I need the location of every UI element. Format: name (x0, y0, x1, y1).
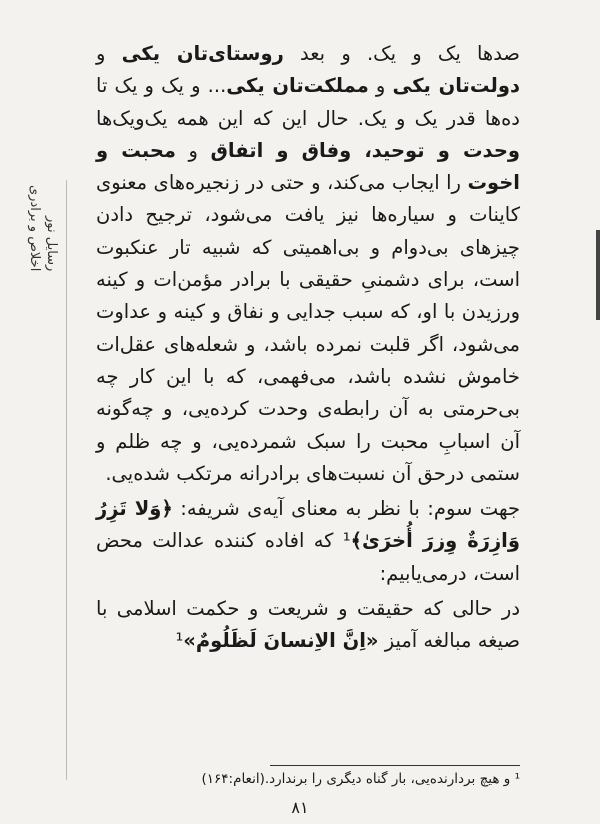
footnote: ¹ و هیچ بردارنده‌یی، بار گناه دیگری را برندارد.(انعام:۱۶۴) (201, 771, 520, 787)
bold-phrase: «اِنَّ الاِنسانَ لَظَلُومٌ» (183, 629, 379, 653)
bold-phrase: دولت‌تان یکی (392, 74, 520, 98)
page-number: ۸۱ (291, 798, 309, 817)
bold-phrase: ﴿وَلا تَزِرُ وَازِرَةٌ وِزرَ أُخرَیٰ﴾ (96, 497, 520, 553)
text-run: را ایجاب می‌کند، و حتی در زنجیره‌های معنوی کاینات و سیاره‌ها نیز یافت می‌شود، ترجیح دادن چیزهای بی‌دوام و بی‌اهمیتی که شبیه تار عنکبوت است، برای دشمنیِ حقیقی با برادر مؤمن‌ات و کینه ورزیدن با او، که سبب جدایی و نفاق و کینه و عداوت می‌شود، اگر قلبت نمرده باشد، و شعله‌های عقل‌ات خاموش نشده باشد، می‌فهمی، که با این کار چه بی‌حرمتی به آن رابطه‌ی وحدت کرده‌یی، و چه‌گونه آن اسبابِ محبت را سبک شمرده‌یی، و چه ظلم و ستمی درحق آن نسبت‌های برادرانه مرتکب شده‌یی. (96, 171, 520, 485)
text-run: ... و یک و یک تا ده‌ها قدر یک و یک. حال این که این همه یک‌ویک‌ها (96, 74, 520, 130)
page-edge-mark (596, 230, 600, 320)
text-run: در حالی که حقیقت و شریعت و حکمت اسلامی با صیغه مبالغه آمیز (96, 597, 520, 653)
running-header (26, 185, 60, 271)
bold-phrase: مملکت‌تان یکی (226, 74, 369, 98)
text-run: ¹ (342, 529, 351, 553)
chapter-title: اخلاص و برادری (27, 185, 42, 272)
bold-phrase: وحدت و توحید، وفاق و اتفاق (210, 138, 520, 162)
margin-rule (66, 180, 67, 780)
bold-phrase: روستای‌تان یکی (121, 42, 284, 65)
paragraph-3 (96, 593, 520, 658)
text-run: و (368, 74, 393, 98)
paragraph-2 (96, 493, 520, 590)
text-run: و (175, 138, 211, 162)
text-run: ¹ (175, 629, 184, 653)
text-run: صدها یک و یک. و بعد (283, 42, 520, 65)
body-text (96, 38, 520, 658)
paragraph-1 (96, 38, 520, 490)
text-run: جهت سوم: با نظر به معنای آیه‌ی شریفه: (172, 497, 520, 521)
text-run: که افاده کننده عدالت محض است، درمی‌یابیم: (96, 529, 520, 585)
bold-phrase: محبت و اخوت (96, 138, 520, 195)
text-run: و (96, 42, 122, 65)
book-title: رسایل نور (44, 215, 59, 272)
footnote-rule (270, 765, 520, 766)
